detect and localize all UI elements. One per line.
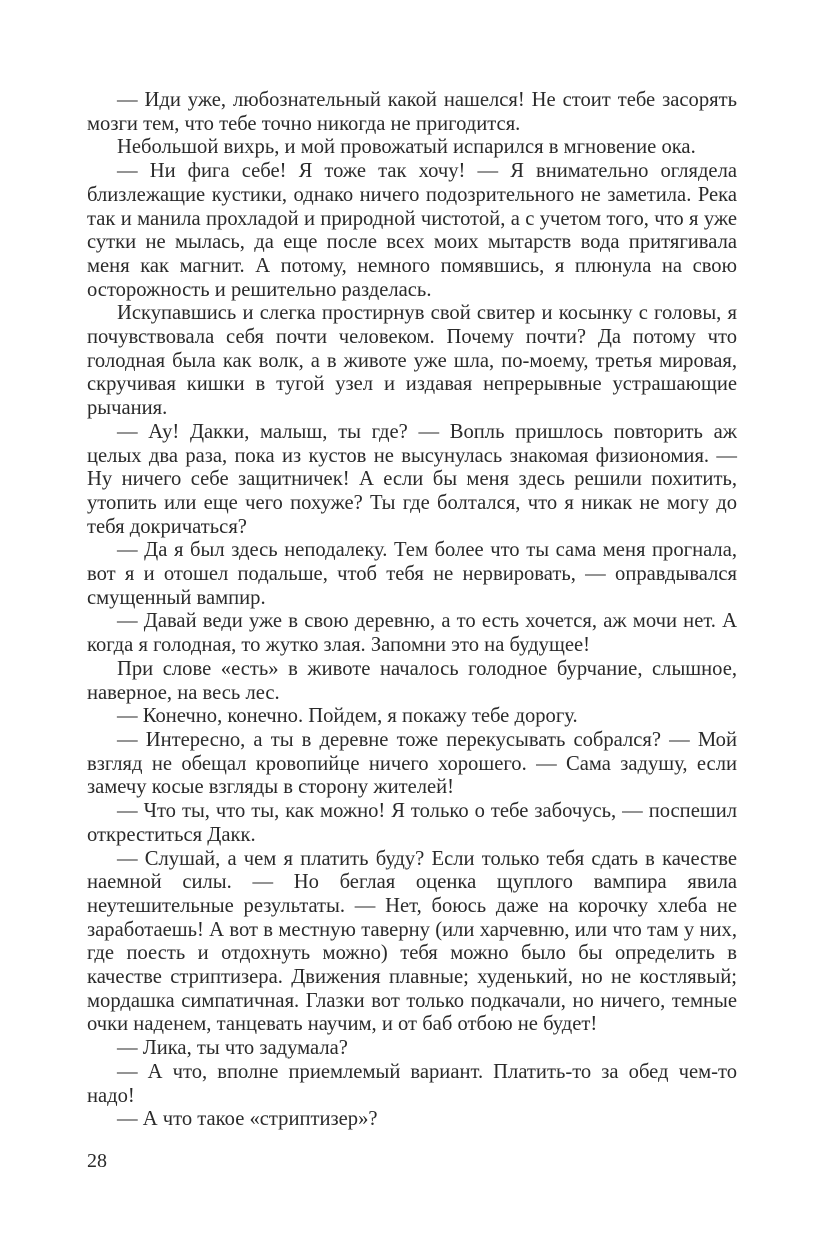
paragraph: — Иди уже, любознательный какой нашелся! Не стоит тебе засорять мозги тем, что тебе точно никогда не пригодится.	[87, 89, 737, 135]
page-number: 28	[87, 1150, 107, 1172]
paragraph: Искупавшись и слегка простирнув свой свитер и косынку с головы, я почувствовала себя почти человеком. Почему почти? Да потому что голодная была как волк, а в животе уже шла, по-моему, третья мировая, скручивая кишки в тугой узел и издавая непрерывные устрашающие рычания.	[87, 302, 737, 420]
paragraph: — Слушай, а чем я платить буду? Если только тебя сдать в качестве наемной силы. — Но беглая оценка щуплого вампира явила неутешительные результаты. — Нет, боюсь даже на корочку хлеба не заработаешь! А вот в местную таверну (или харчевню, или что там у них, где поесть и отдохнуть можно) тебя можно было бы определить в качестве стриптизера. Движения плавные; худенький, но не костлявый; мордашка симпатичная. Глазки вот только подкачали, но ничего, темные очки наденем, танцевать научим, и от баб отбою не будет!	[87, 847, 737, 1036]
paragraph: Небольшой вихрь, и мой провожатый испарился в мгновение ока.	[117, 136, 696, 159]
paragraph: — Интересно, а ты в деревне тоже перекусывать собрался? — Мой взгляд не обещал кровопийце ничего хорошего. — Сама задушу, если замечу косые взгляды в сторону жителей!	[87, 728, 737, 799]
paragraph: — Лика, ты что задумала?	[117, 1037, 348, 1060]
paragraph: — Ау! Дакки, малыш, ты где? — Вопль пришлось повторить аж целых два раза, пока из кустов не высунулась знакомая физиономия. — Ну ничего себе защитничек! А если бы меня здесь решили похитить, утопить или еще чего похуже? Ты где болтался, что я никак не могу до тебя докричаться?	[87, 420, 737, 538]
paragraph: — Что ты, что ты, как можно! Я только о тебе забочусь, — поспешил откреститься Дакк.	[87, 800, 737, 846]
paragraph: — А что, вполне приемлемый вариант. Платить-то за обед чем-то надо!	[87, 1060, 737, 1107]
paragraph: — А что такое «стриптизер»?	[117, 1108, 378, 1131]
paragraph: — Ни фига себе! Я тоже так хочу! — Я внимательно оглядела близлежащие кустики, однако ничего подозрительного не заметила. Река так и манила прохладой и природной чистотой, а с учетом того, что я уже сутки не мылась, да еще после всех моих мытарств вода притягивала меня как магнит. А потому, немного помявшись, я плюнула на свою осторожность и решительно разделась.	[87, 160, 737, 301]
paragraph: — Давай веди уже в свою деревню, а то есть хочется, аж мочи нет. А когда я голодная, то жутко злая. Запомни это на будущее!	[87, 610, 737, 657]
body-text	[87, 89, 737, 1132]
paragraph: При слове «есть» в животе началось голодное бурчание, слышное, наверное, на весь лес.	[87, 657, 737, 704]
paragraph: — Конечно, конечно. Пойдем, я покажу тебе дорогу.	[117, 705, 578, 728]
paragraph: — Да я был здесь неподалеку. Тем более что ты сама меня прогнала, вот я и отошел подальше, чтоб тебя не нервировать, — оправдывался смущенный вампир.	[87, 539, 737, 609]
